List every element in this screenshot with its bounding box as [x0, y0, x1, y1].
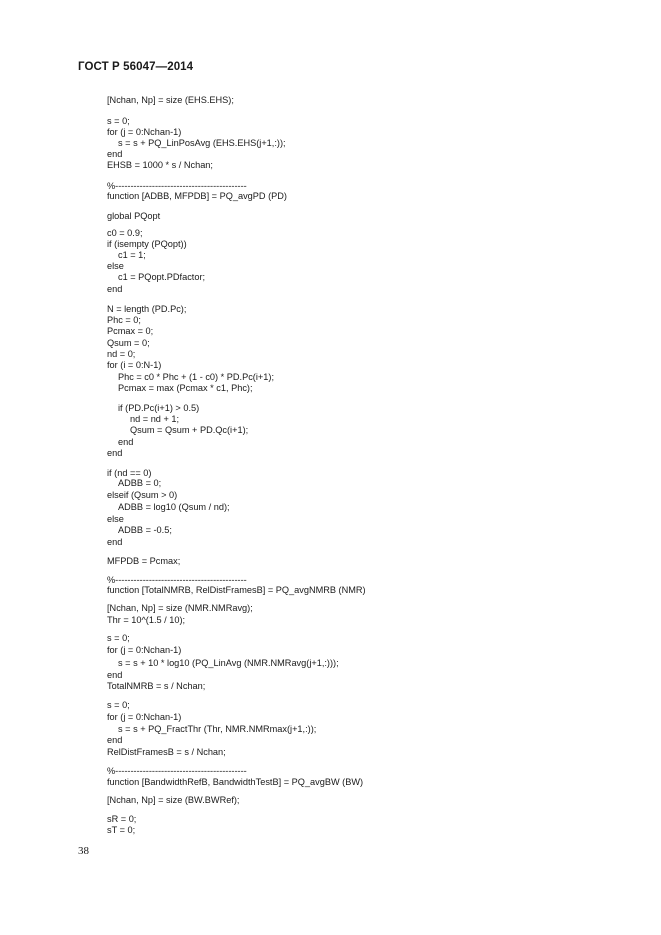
- code-line: MFPDB = Pcmax;: [107, 556, 181, 566]
- code-line: else: [107, 514, 124, 524]
- code-line: for (i = 0:N-1): [107, 360, 162, 370]
- code-line: N = length (PD.Pc);: [107, 304, 187, 314]
- code-line: Thr = 10^(1.5 / 10);: [107, 615, 186, 625]
- code-line: end: [107, 735, 123, 745]
- code-line: if (nd == 0): [107, 468, 152, 478]
- code-line: c1 = 1;: [118, 250, 146, 260]
- code-line: s = 0;: [107, 116, 130, 126]
- code-line: c0 = 0.9;: [107, 228, 143, 238]
- code-line: function [ADBB, MFPDB] = PQ_avgPD (PD): [107, 191, 287, 201]
- code-line: Phc = 0;: [107, 315, 141, 325]
- code-line: end: [107, 670, 123, 680]
- code-line: s = s + PQ_FractThr (Thr, NMR.NMRmax(j+1,:));: [118, 724, 317, 734]
- code-line: %-------------------------------------------: [107, 766, 247, 776]
- code-line: s = s + 10 * log10 (PQ_LinAvg (NMR.NMRavg(j+1,:)));: [118, 658, 339, 668]
- code-line: [Nchan, Np] = size (BW.BWRef);: [107, 795, 240, 805]
- code-line: for (j = 0:Nchan-1): [107, 127, 182, 137]
- page-number: 38: [78, 845, 89, 857]
- code-line: end: [107, 448, 123, 458]
- code-line: function [TotalNMRB, RelDistFramesB] = PQ_avgNMRB (NMR): [107, 585, 366, 595]
- code-line: [Nchan, Np] = size (NMR.NMRavg);: [107, 603, 253, 613]
- code-line: %-------------------------------------------: [107, 575, 247, 585]
- code-line: sR = 0;: [107, 814, 137, 824]
- code-line: Qsum = Qsum + PD.Qc(i+1);: [130, 425, 249, 435]
- code-line: global PQopt: [107, 211, 161, 221]
- code-line: else: [107, 261, 124, 271]
- code-line: if (PD.Pc(i+1) > 0.5): [118, 403, 200, 413]
- code-line: c1 = PQopt.PDfactor;: [118, 272, 206, 282]
- code-line: Phc = c0 * Phc + (1 - c0) * PD.Pc(i+1);: [118, 372, 274, 382]
- code-line: end: [107, 284, 123, 294]
- code-line: TotalNMRB = s / Nchan;: [107, 681, 206, 691]
- code-line: nd = nd + 1;: [130, 414, 180, 424]
- code-line: Pcmax = 0;: [107, 326, 154, 336]
- page-header: ГОСТ Р 56047—2014: [78, 61, 194, 73]
- code-line: [Nchan, Np] = size (EHS.EHS);: [107, 95, 234, 105]
- code-line: for (j = 0:Nchan-1): [107, 712, 182, 722]
- code-line: RelDistFramesB = s / Nchan;: [107, 747, 226, 757]
- code-line: Qsum = 0;: [107, 338, 150, 348]
- code-line: if (isempty (PQopt)): [107, 239, 187, 249]
- code-line: function [BandwidthRefB, BandwidthTestB] = PQ_avgBW (BW): [107, 777, 364, 787]
- code-line: sT = 0;: [107, 825, 136, 835]
- code-line: %-------------------------------------------: [107, 181, 247, 191]
- code-line: end: [107, 149, 123, 159]
- code-line: Pcmax = max (Pcmax * c1, Phc);: [118, 383, 253, 393]
- code-line: for (j = 0:Nchan-1): [107, 645, 182, 655]
- code-line: s = s + PQ_LinPosAvg (EHS.EHS(j+1,:));: [118, 138, 286, 148]
- code-line: end: [118, 437, 134, 447]
- code-line: s = 0;: [107, 700, 130, 710]
- code-line: end: [107, 537, 123, 547]
- code-line: elseif (Qsum > 0): [107, 490, 178, 500]
- code-line: ADBB = 0;: [118, 478, 162, 488]
- code-line: nd = 0;: [107, 349, 136, 359]
- code-line: ADBB = -0.5;: [118, 525, 172, 535]
- code-line: ADBB = log10 (Qsum / nd);: [118, 502, 230, 512]
- code-line: s = 0;: [107, 633, 130, 643]
- code-line: EHSB = 1000 * s / Nchan;: [107, 160, 213, 170]
